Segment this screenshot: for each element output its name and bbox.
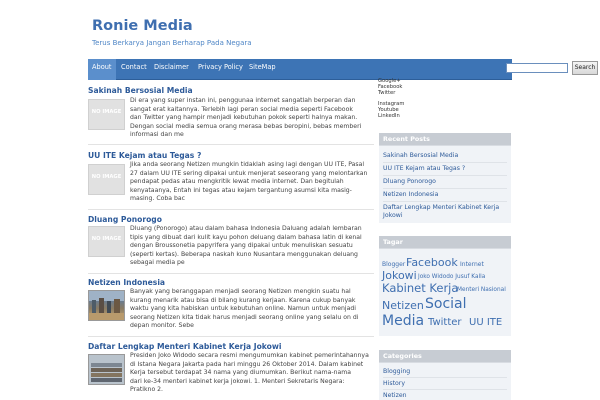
post-title[interactable]: Sakinah Bersosial Media — [88, 86, 193, 95]
tag-link[interactable]: Internet — [460, 261, 484, 268]
excerpt-line: seorang Netizen kita tidak harus menjadi seorang online yang selalu on di — [130, 313, 359, 321]
recent-post-link[interactable]: Daftar Lengkap Menteri Kabinet Kerja — [383, 204, 500, 211]
recent-post-link[interactable]: Netizen Indonesia — [383, 191, 439, 198]
tag-link[interactable]: Social — [425, 296, 467, 312]
post-excerpt — [130, 97, 374, 140]
tag-link[interactable]: Menteri Nasional — [457, 287, 506, 293]
widget-divider — [383, 188, 507, 189]
post-thumbnail[interactable] — [88, 290, 125, 321]
post-excerpt — [130, 161, 374, 204]
site-tagline: Terus Berkarya Jangan Berharap Pada Negara — [92, 39, 252, 47]
social-link-youtube[interactable]: Youtube — [378, 106, 399, 113]
excerpt-line: kenyataanya, Entah ini tegas atau kejam tergantung asumsi kita masig- — [130, 186, 352, 194]
post-divider — [88, 209, 374, 210]
post-excerpt — [130, 225, 374, 268]
post-thumbnail[interactable] — [88, 226, 125, 257]
post-title[interactable]: Netizen Indonesia — [88, 278, 166, 287]
excerpt-line: Dengan social media semua orang merasa bebas beropini, bebas memberi — [130, 122, 362, 130]
excerpt-line: sangat erat kaitannya. Terlebih lagi peran social media seperti Facebook — [130, 105, 353, 113]
widget-title: Categories — [383, 352, 422, 360]
widget-divider — [383, 162, 507, 163]
tag-link[interactable]: Blogger — [382, 261, 406, 268]
widget-title: Tagar — [383, 238, 403, 246]
widget-divider — [383, 175, 507, 176]
post-title[interactable]: Daftar Lengkap Menteri Kabinet Kerja Jokowi — [88, 342, 282, 351]
excerpt-line: tipis yang dibuat dari kulit kayu pohon deluang dalam bahasa latin di kenal — [130, 233, 362, 241]
recent-post-link[interactable]: Sakinah Bersosial Media — [383, 152, 459, 159]
nav-item-disclaimer[interactable]: Disclaimer — [154, 63, 189, 71]
excerpt-line: masing. Coba bac — [130, 195, 186, 203]
recent-post-link[interactable]: UU ITE Kejam atau Tegas ? — [383, 165, 466, 172]
main-navbar — [88, 59, 596, 80]
tag-link[interactable]: Jokowi — [382, 269, 417, 282]
no-image-label: NO IMAGE — [91, 174, 122, 180]
category-link[interactable]: Netizen — [383, 392, 407, 399]
tag-link[interactable]: Twitter — [428, 317, 462, 328]
excerpt-line: depan monitor. Sebe — [130, 322, 194, 330]
tag-link[interactable]: Facebook — [406, 256, 458, 269]
nav-item-about[interactable]: About — [88, 59, 116, 80]
excerpt-line: sebagai media pe — [130, 259, 185, 267]
recent-post-link-continued[interactable]: Jokowi — [383, 212, 403, 219]
social-link-google-plus[interactable]: Google+ — [378, 78, 401, 84]
post-thumbnail[interactable] — [88, 354, 125, 385]
category-link[interactable]: Blogging — [383, 368, 411, 375]
tag-link[interactable]: Joko Widodo Jusuf Kalla — [418, 274, 486, 280]
excerpt-line: dari ke-34 menteri kabinet kerja jokowi. 1. Menteri Sekretaris Negara: — [130, 377, 345, 385]
site-header — [0, 0, 600, 58]
excerpt-line: pendapat pedas atau mengkritik lewat media internet. Dan begitulah — [130, 178, 344, 186]
excerpt-line: waktu yang kita habiskan untuk kebutuhan online. Namun untuk menjadi — [130, 305, 356, 313]
post-excerpt — [130, 352, 374, 395]
no-image-label: NO IMAGE — [91, 109, 122, 115]
post-thumbnail[interactable] — [88, 164, 125, 195]
tag-link[interactable]: Netizen — [382, 299, 424, 312]
category-link[interactable]: History — [383, 380, 406, 387]
post-item — [88, 86, 374, 140]
tag-link[interactable]: Kabinet Kerja — [382, 281, 459, 295]
no-image-label: NO IMAGE — [91, 236, 122, 242]
post-divider — [88, 273, 374, 274]
post-title[interactable]: Dluang Ponorogo — [88, 215, 162, 224]
post-divider — [88, 144, 374, 145]
widget-title: Recent Posts — [383, 135, 430, 143]
post-item — [88, 278, 374, 332]
widget-divider — [383, 377, 507, 378]
social-link-instagram[interactable]: Instagram — [378, 100, 405, 107]
recent-posts-widget — [379, 133, 511, 223]
excerpt-line: Pratikno 2. — [130, 386, 164, 394]
widget-divider — [383, 389, 507, 390]
tag-cloud-widget — [379, 236, 511, 336]
tag-link[interactable]: UU ITE — [469, 317, 503, 328]
excerpt-line: di Istana Negara Jakarta pada hari minggu 26 Oktober 2014. Dalam kabinet — [130, 360, 364, 368]
post-title[interactable]: UU ITE Kejam atau Tegas ? — [88, 151, 202, 160]
post-item — [88, 215, 374, 269]
search-button[interactable]: Search — [572, 61, 598, 75]
thumbnail-photo-icon — [89, 355, 124, 384]
excerpt-line: Kerja tersebut terdapat 34 nama yang diumumkan. Berikut nama-nama — [130, 369, 352, 377]
excerpt-line: Jika anda seorang Netizen mungkin tidaklah asing lagi dengan UU ITE, Pasal — [130, 161, 365, 168]
categories-widget — [379, 350, 511, 400]
post-excerpt — [130, 288, 374, 331]
social-links — [378, 79, 430, 119]
nav-item-privacy-policy[interactable]: Privacy Policy — [198, 63, 243, 71]
nav-item-sitemap[interactable]: SiteMap — [249, 63, 276, 71]
excerpt-line: kurang menarik atau bisa di bilang kurang kerjaan. Karena cukup banyak — [130, 296, 356, 304]
excerpt-line: informasi dan me — [130, 131, 184, 139]
excerpt-line: dan Twitter yang hampir menjadi kebutuhan pokok seperti halnya makan. — [130, 114, 358, 122]
social-link-facebook[interactable]: Facebook — [378, 83, 403, 90]
recent-post-link[interactable]: Dluang Ponorogo — [383, 178, 436, 185]
excerpt-line: Presiden Joko Widodo secara resmi mengumumkan kabinet pemerintahannya — [130, 352, 369, 359]
excerpt-line: Dluang (Ponorogo) atau dalam bahasa Indonesia Daluang adalah lembaran — [130, 225, 362, 232]
widget-divider — [383, 201, 507, 202]
thumbnail-photo-icon — [89, 291, 124, 320]
search-input[interactable] — [506, 63, 568, 73]
nav-item-contact[interactable]: Contact — [121, 63, 147, 71]
post-item — [88, 151, 374, 205]
site-title[interactable]: Ronie Media — [92, 18, 193, 34]
post-thumbnail[interactable] — [88, 99, 125, 130]
excerpt-line: dengan Broussonetia papyrifera yang dipakai untuk menuliskan sesuatu — [130, 242, 353, 250]
tag-link[interactable]: Media — [382, 313, 425, 329]
excerpt-line: 27 dalam UU ITE sering dipakai untuk menjerat seseorang yang melontarkan — [130, 169, 368, 177]
post-item — [88, 342, 374, 400]
social-link-linkedin[interactable]: LinkedIn — [378, 112, 400, 119]
social-link-twitter[interactable]: Twitter — [378, 89, 396, 96]
excerpt-line: Di era yang super instan ini, penggunaa internet sangatlah berperan dan — [130, 97, 356, 104]
excerpt-line: Banyak yang beranggapan menjadi seorang Netizen mengkin suatu hal — [130, 288, 351, 295]
excerpt-line: (seperti kertas). Beberapa naskah kuno Nusantara menggunakan deluang — [130, 250, 358, 258]
post-divider — [88, 336, 374, 337]
